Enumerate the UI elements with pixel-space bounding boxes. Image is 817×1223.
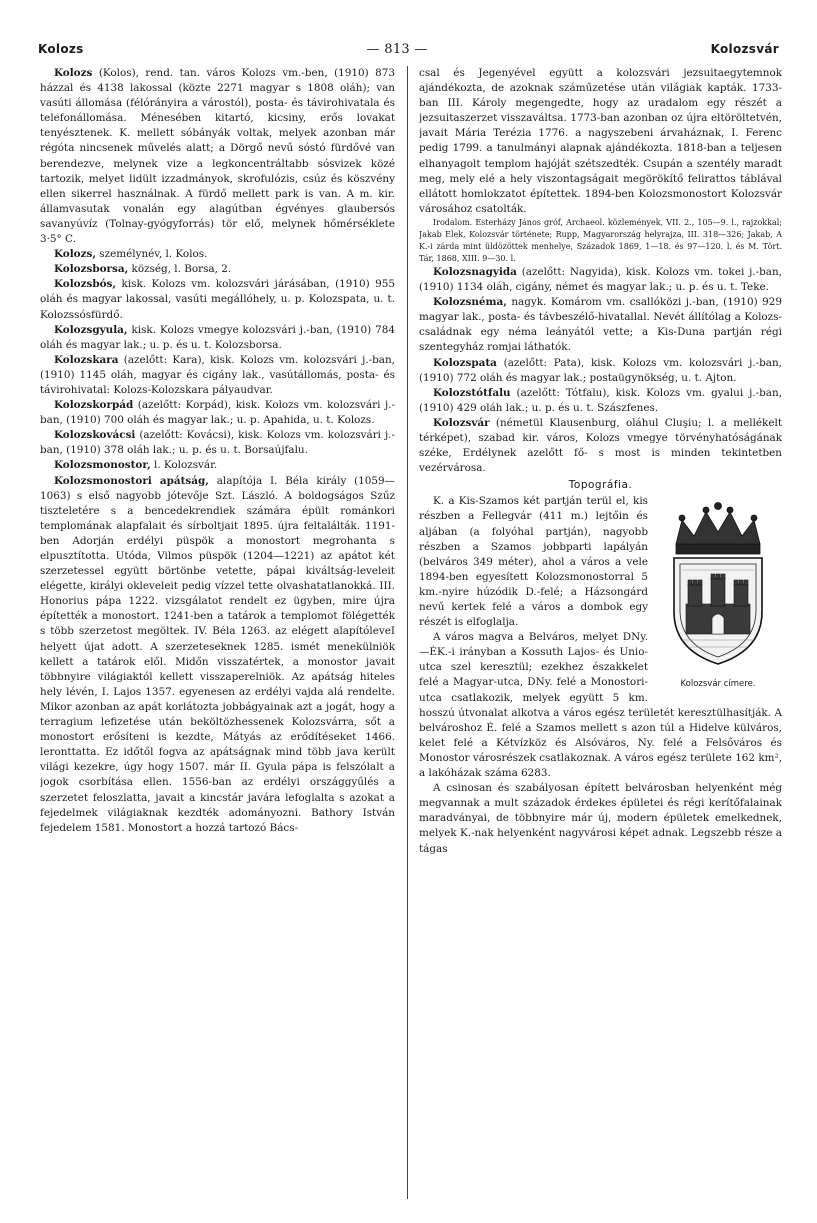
entry: Kolozsmonostor, l. Kolozsvár. <box>54 459 218 472</box>
coat-of-arms-figure <box>654 500 782 695</box>
entry: Kolozsborsa, község, l. Borsa, 2. <box>54 263 232 276</box>
entry: Kolozsvár (németül Klausenburg, oláhul Cluşiu; l. a mellékelt térképet), szabad kir. város, Kolozs vmegye törvényhatóságának széke, Erdélynek azelőtt fő- s most is minden tekintetben vezérvárosa. <box>419 416 782 475</box>
entry: Kolozs (Kolos), rend. tan. város Kolozs vm.-ben, (1910) 873 házzal és 4138 lakossal (közte 2271 magyar s 1808 oláh); van vasúti állomása (félórányira a várostól), posta- és távirohivatala és telefonállomása. Ménesében kitartó, kicsiny, erős lovakat tenyésztenek. K. mellett sóbányák voltak, melyek azonban már régóta nincsenek művelés alatt; a Dörgő nevű sóstó fürdővé van berendezve, melynek vize a legkoncentráltabb sósvizek közé tartozik, melyet lidült izzadmányok, skrofulózis, csúz és köszvény ellen sikerrel használnak. A fürdő mellett park is van. A m. kir. államvasutak vonalán egy alagútban égvényes glaubersós savanyúvíz (Tolnay-gyógyforrás) tör elő, melynek hőmérséklete 3·5° C. <box>40 67 395 246</box>
topography-paragraph: A város magva a Belváros, melyet DNy.—ÉK.-i irányban a Kossuth Lajos- és Unio-utca szel keresztül; ezekhez északkelet felé a Magyar-utca, DNy. felé a Monostori-utca csatlakozik, melyek együtt 5 km. hosszú útvonalat alkotva a város egész területét keresztülhasítják. A belvároshoz É. felé a Szamos mellett s azon túl a Hidelve külváros, kelet felé a Kétvízköz és Alsóváros, Ny. felé a Felsőváros és Monostor városrészek csatlakoznak. A város egész területe 162 km², a lakóházak száma 6283. <box>419 631 782 780</box>
section-title: Topográfia. <box>568 479 633 492</box>
running-header <box>38 38 779 60</box>
right-column <box>419 66 782 1199</box>
column-divider <box>407 66 408 1199</box>
literature-note: Irodalom. Esterházy János gróf, Archaeol. közlemények, VII. 2., 105—9. l., rajzokkal; Jakab Elek, Kolozsvár története; Rupp, Magyarország helyrajza, III. 318—326; Jakab, A K.-i zárda mint üldözöttek menhelye, Századok 1869, 1—18. és 97—120. l. és M. Tört. Tár, 1868, XIII. 9—30. l. <box>419 217 782 263</box>
crest-caption: Kolozsvár címere. <box>680 679 756 690</box>
left-column <box>40 66 395 1199</box>
entry: Kolozskovácsi (azelőtt: Kovácsi), kisk. Kolozs vm. kolozsvári j.-ban, (1910) 378 oláh lak.; u. p. és u. t. Borsaújfalu. <box>40 429 395 457</box>
crest-icon <box>662 500 774 668</box>
continued-paragraph: csal és Jegenyével együtt a kolozsvári jezsuitaegytemnok ajándékozta, de azoknak száműzetése után világiak kapták. 1733-ban III. Károly megengedte, hogy az uradalom egy részét a jezsuitaszerzet visszaváltsa. 1773-ban azonban oz újra eltöröltetvén, javait Mária Terézia 1776. a nagyszebeni árvaháznak, I. Ferenc pedig 1799. a tanulmányi alapnak ajándékozta. 1818-ban a teljesen elhanyagolt templom hajóját szétszedték. Csupán a szentély maradt meg, mely elé a hely viszontagságait megörökítő felirattos táblával ellátott homlokzatot építettek. 1894-ben Kolozsmonostort Kolozsvár városához csatolták. <box>419 67 782 215</box>
entry: Kolozsnagyida (azelőtt: Nagyida), kisk. Kolozs vm. tokei j.-ban, (1910) 1134 oláh, cigány, német és magyar lak.; u. p. és u. t. Teke. <box>419 265 782 294</box>
topography-paragraph: K. a Kis-Szamos két partján terül el, kis részben a Fellegvár (411 m.) lejtőin és aljában (a folyóhal partján), nagyobb részben a Szamos jobbparti lapályán (belváros 349 méter), ahol a város a vele 1894-ben egyesített Kolozsmonostorral 5 km.-nyire húzódik D.-felé; a Házsongárd nevű kertek felé a város a dombok egy részét is elfoglalja. <box>419 495 648 629</box>
entry: Kolozs, személynév, l. Kolos. <box>54 248 208 261</box>
header-left: Kolozs <box>38 42 84 56</box>
header-right: Kolozsvár <box>710 42 779 56</box>
entry: Kolozsnéma, nagyk. Komárom vm. csallóközi j.-ban, (1910) 929 magyar lak., posta- és távbeszélő-hivatallal. Nevét állítólag a Kolozs-családnak egy néma leányától vette; a Kis-Duna partján régi szentegyház romjai láthatók. <box>419 296 782 354</box>
entry: Kolozstótfalu (azelőtt: Tótfalu), kisk. Kolozs vm. gyalui j.-ban, (1910) 429 oláh lak.; u. p. és u. t. Szászfenes. <box>419 386 782 414</box>
page-number: — 813 — <box>366 41 428 57</box>
entry: Kolozsgyula, kisk. Kolozs vmegye kolozsvári j.-ban, (1910) 784 oláh és magyar lak.; u. p. és u. t. Kolozsborsa. <box>40 323 395 351</box>
entry: Kolozskara (azelőtt: Kara), kisk. Kolozs vm. kolozsvári j.-ban, (1910) 1145 oláh, magyar és cigány lak., vasútállomás, posta- és távirohivatal: Kolozs-Kolozskara pályaudvar. <box>40 353 395 396</box>
entry: Kolozsbós, kisk. Kolozs vm. kolozsvári járásában, (1910) 955 oláh és magyar lakossal, vasúti megállóhely, u. p. Kolozspata, u. t. Kolozssósfürdő. <box>40 278 395 321</box>
entry: Kolozspata (azelőtt: Pata), kisk. Kolozs vm. kolozsvári j.-ban, (1910) 772 oláh és magyar lak.; postaügynökség, u. t. Ajton. <box>419 356 782 384</box>
entry: Kolozskorpád (azelőtt: Korpád), kisk. Kolozs vm. kolozsvári j.-ban, (1910) 700 oláh és magyar lak.; u. p. Apahida, u. t. Kolozs. <box>40 399 395 427</box>
entry: Kolozsmonostori apátság, alapítója I. Béla király (1059—1063) s első nagyobb jótevője Szt. László. A boldogságos Szűz tiszteletére s a bencedekrendiek számára épült románkori templomának alapfalait és sírboltjait 1895. újra feltalálták. 1191-ben Adorján erdélyi püspök a monostort megrohanta s elpusztította. Utóda, Vilmos püspök (1204—1221) az apátot két szerzetessel együtt börtönbe vetette, pápai kiváltság-leveleit elégette, királyi okleveleit pedig vízzel tette olvashatatlanokká. III. Honorius pápa 1222. vizsgálatot rendelt ez ügyben, mire újra építették a monostort. 1241-ben a tatárok a templomot fölégették s több szerzetost megöltek. IV. Béla 1263. az elégett alapítóleveI helyett újat adott. A szerzeteseknek 1285. ismét menekülniök kellett a tatárok elől. Midőn visszatértek, a monostor javait többnyire világiaktól kellett visszaperelniök. Az apátság hiteles hely lévén, I. Lajos 1357. egyenesen az erdélyi vajda alá rendelte. Mikor azonban az apát korlátozta jobbágyainak azt a jogát, hogy a terragium lefizetése után beköltözhessenek Kolozsvárra, sőt a monostort erősíteni is kezdte, Mátyás az erődítéseket 1466. leronttatta. Ez időtől fogva az apátságnak mind több java került világi kezekre, úgy hogy 1507. már II. Gyula pápa is felszólalt a jogok csorbítása ellen. 1556-ban az erdélyi országgyűlés a szerzetet feloszlatta, javait a kincstár javára lefoglalta s azokat a fejedelmek világiaknak kezdték adományozni. Bathory István fejedelem 1581. Monostort a hozzá tartozó Bács- <box>40 474 395 834</box>
topography-paragraph: A csinosan és szabályosan épített belvárosban helyenként még megvannak a mult századok érdekes épületei és régi kerítőfalainak maradványai, de többnyire már új, modern épületek emelkednek, melyek K.-nak helyenként nagyvárosi képet adnak. Legszebb része a tágas <box>419 782 782 855</box>
